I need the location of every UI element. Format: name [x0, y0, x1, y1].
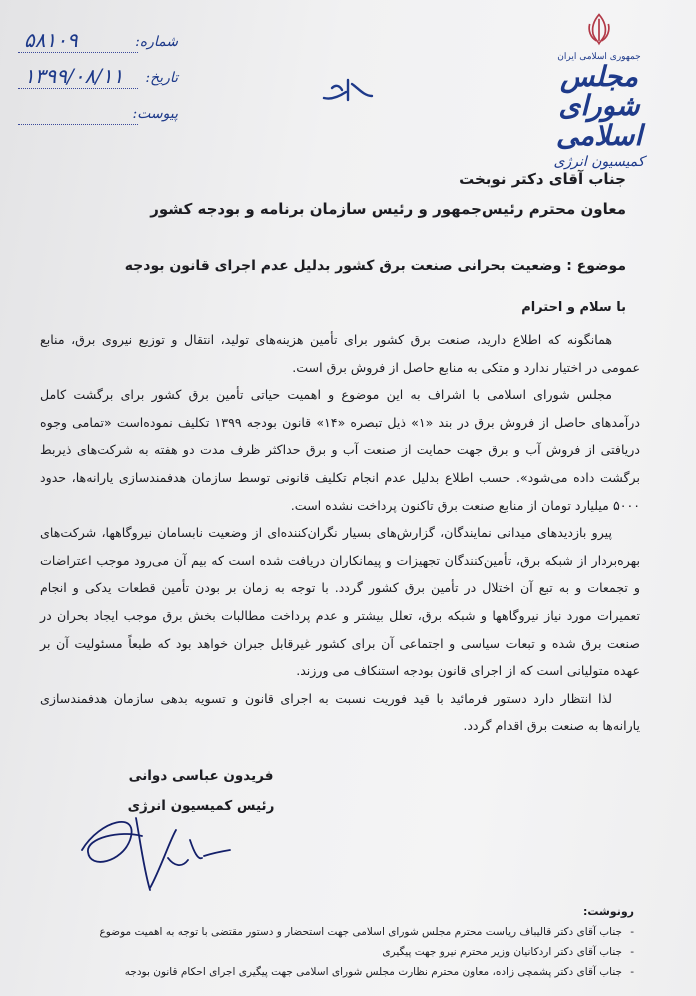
date-row	[18, 64, 178, 100]
date-dotted-line	[18, 88, 138, 89]
attachment-label: پیوست:	[132, 106, 178, 122]
cc-item: - جناب آقای دکتر پشمچی زاده، معاون محترم نظارت مجلس شورای اسلامی جهت پیگیری اجرای احکام قانون بودجه	[34, 966, 634, 978]
letterhead	[544, 12, 654, 170]
body-paragraph: مجلس شورای اسلامی با اشراف به این موضوع و اهمیت حیاتی تأمین برق کشور برای برگشت کامل درآمدهای حاصل از فروش برق در بند «۱» ذیل تبصره «۱۴» قانون بودجه ۱۳۹۹ تکلیف نموده‌است «تمامی وجوه دریافتی از فروش آب و برق جهت حمایت از صنعت آب و برق حداکثر ظرف مدت دو هفته به شرکت‌های ذیربط برگشت داده می‌شود». حسب اطلاع بدلیل عدم انجام تکلیف قانونی توسط سازمان هدفمندسازی یارانه‌ها، حدود ۵۰۰۰ میلیارد تومان از منابع صنعت برق تاکنون پرداخت نشده است.	[40, 387, 640, 513]
addressee-title: معاون محترم رئیس‌جمهور و رئیس سازمان برنامه و بودجه کشور	[150, 200, 626, 218]
subject-line: موضوع : وضعیت بحرانی صنعت برق کشور بدلیل عدم اجرای قانون بودجه	[124, 258, 626, 274]
date-label: تاریخ:	[145, 70, 178, 86]
number-row	[18, 28, 178, 64]
attachment-dotted-line	[18, 124, 138, 125]
bismillah-mark	[318, 70, 378, 110]
attachment-row	[18, 100, 178, 136]
body-paragraph: لذا انتظار دارد دستور فرمائید با قید فوریت نسبت به اجرای قانون و تسویه بدهی سازمان هدفمندسازی یارانه‌ها به صنعت برق اقدام گردد.	[40, 690, 640, 734]
committee-name: کمیسیون انرژی	[553, 154, 645, 171]
cc-item: - جناب آقای دکتر اردکانیان وزیر محترم نیرو جهت پیگیری	[34, 946, 634, 958]
greeting: با سلام و احترام	[521, 300, 626, 315]
number-value: ۵۸۱۰۹	[24, 28, 78, 52]
handwritten-signature	[70, 800, 240, 900]
republic-label: جمهوری اسلامی ایران	[557, 52, 641, 62]
number-dotted-line	[18, 52, 138, 53]
addressee-name: جناب آقای دکتر نوبخت	[459, 170, 626, 188]
letter-body	[40, 326, 640, 740]
cc-heading: رونوشت:	[582, 905, 634, 918]
iran-emblem-icon	[582, 12, 616, 46]
organization-name: مجلس شورای اسلامی	[555, 60, 643, 152]
cc-item: - جناب آقای دکتر قالیباف ریاست محترم مجلس شورای اسلامی جهت استحضار و دستور مقتضی با توجه به اهمیت موضوع	[34, 926, 634, 938]
signer-title: رئیس کمیسیون انرژی	[127, 798, 275, 814]
signer-name: فریدون عباسی دوانی	[128, 768, 274, 784]
cc-list	[34, 905, 634, 986]
date-value: ۱۳۹۹/۰۸/۱۱	[24, 64, 124, 88]
letter-meta	[18, 28, 178, 136]
body-paragraph: پیرو بازدیدهای میدانی نمایندگان، گزارش‌های بسیار نگران‌کننده‌ای از وضعیت نابسامان نیروگاهها، شرکت‌های بهره‌بردار از شبکه برق، تأمین‌کنندگان تجهیزات و پیمانکاران دریافت شده است که بیم آن می‌رود موجب اعتراضات و تجمعات و به تبع آن اختلال در تأمین برق کشور گردد. با توجه به زمان بر بودن تأمین قطعات یدکی و انجام تعمیرات مورد نیاز نیروگاهها و شبکه برق، تعلل بیشتر و عدم پرداخت مطالبات بخش برق موجب ایجاد بحران در صنعت برق شده و تبعات سیاسی و اجتماعی آن برای کشور غیرقابل جبران خواهد بود که طبعاً مسئولیت آن بر عهده متولیانی است که از اجرای قانون بودجه استنکاف می ورزند.	[40, 525, 640, 679]
number-label: شماره:	[135, 34, 178, 50]
body-paragraph: همانگونه که اطلاع دارید، صنعت برق کشور برای تأمین هزینه‌های تولید، انتقال و توزیع نیروی برق، منابع عمومی در اختیار ندارد و متکی به منابع حاصل از فروش برق است.	[40, 332, 640, 375]
